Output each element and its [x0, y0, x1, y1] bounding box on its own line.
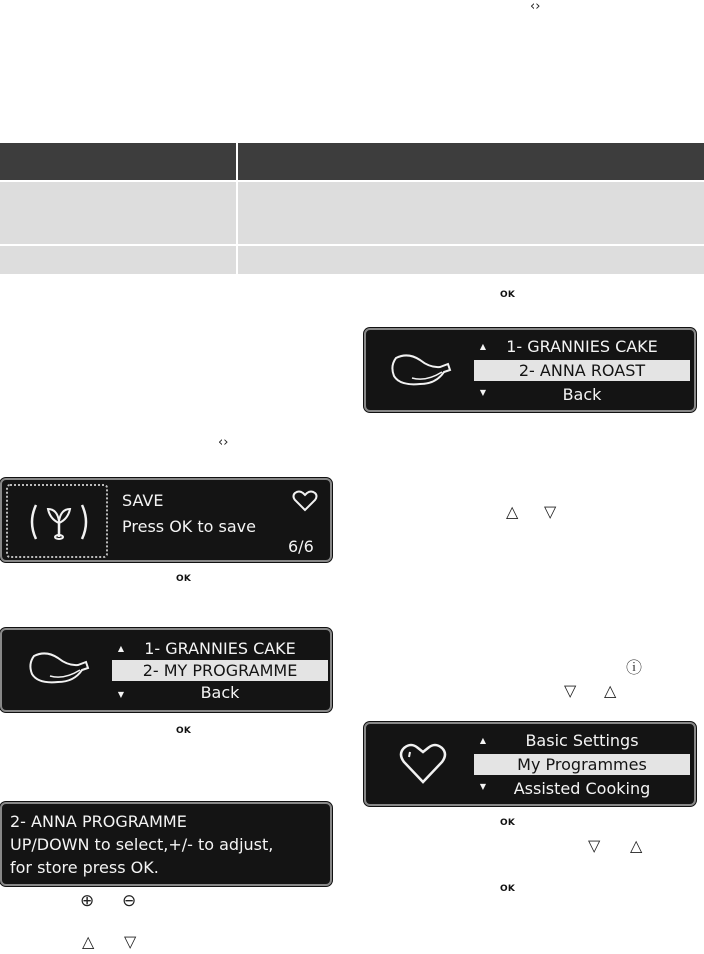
down-button-icon: ▽	[588, 836, 601, 855]
left-right-arrows-icon: ‹›	[530, 0, 541, 14]
menu-item[interactable]: 1- GRANNIES CAKE	[506, 337, 658, 356]
menu-item-selected[interactable]: My Programmes	[474, 754, 690, 775]
meat-icon	[386, 350, 456, 396]
table-header-cell	[0, 143, 236, 180]
down-button-icon: ▽	[124, 932, 137, 951]
up-button-icon: △	[630, 836, 643, 855]
ok-button-icon: OK	[176, 726, 192, 736]
display-line-3: for store press OK.	[10, 858, 159, 877]
menu-item[interactable]: Assisted Cooking	[513, 779, 651, 798]
meat-icon	[24, 648, 94, 694]
plus-button-icon: ⊕	[80, 891, 95, 911]
menu-item-selected[interactable]: 2- ANNA ROAST	[474, 360, 690, 381]
scroll-up-icon: ▲	[479, 342, 487, 351]
main-menu-display	[364, 722, 696, 806]
programme-list-display	[364, 328, 696, 412]
save-display	[0, 478, 332, 562]
programme-name-display	[0, 802, 332, 886]
table-header-cell	[238, 143, 704, 180]
table-cell	[238, 182, 704, 244]
left-right-arrows-icon: ‹›	[218, 435, 229, 450]
save-message: Press OK to save	[122, 517, 256, 536]
scroll-up-icon: ▲	[479, 736, 487, 745]
scroll-down-icon: ▼	[479, 782, 487, 791]
display-line-1: 2- ANNA PROGRAMME	[10, 812, 187, 831]
heart-outline-icon	[292, 490, 318, 512]
up-button-icon: △	[604, 681, 617, 700]
table-cell	[0, 182, 236, 244]
up-button-icon: △	[82, 932, 95, 951]
table-cell	[238, 246, 704, 274]
down-button-icon: ▽	[544, 502, 557, 521]
scroll-up-icon: ▲	[117, 644, 125, 653]
minus-button-icon: ⊖	[122, 891, 137, 911]
info-button-icon: ⓘ	[626, 658, 643, 677]
scroll-down-icon: ▼	[479, 388, 487, 397]
ok-button-icon: OK	[500, 290, 516, 300]
programme-menu-display	[0, 628, 332, 712]
menu-item[interactable]: Basic Settings	[525, 731, 639, 750]
save-counter: 6/6	[288, 537, 314, 556]
heart-icon	[398, 742, 448, 786]
ok-button-icon: OK	[500, 884, 516, 894]
scroll-down-icon: ▼	[117, 690, 125, 699]
fan-function-box	[6, 484, 108, 558]
menu-item[interactable]: Back	[200, 683, 240, 702]
menu-item[interactable]: 1- GRANNIES CAKE	[144, 639, 296, 658]
menu-item-selected[interactable]: 2- MY PROGRAMME	[112, 660, 328, 681]
display-line-2: UP/DOWN to select,+/- to adjust,	[10, 835, 274, 854]
down-button-icon: ▽	[564, 681, 577, 700]
save-title: SAVE	[122, 491, 164, 510]
ok-button-icon: OK	[176, 574, 192, 584]
fan-icon	[24, 497, 94, 547]
ok-button-icon: OK	[500, 818, 516, 828]
up-button-icon: △	[506, 502, 519, 521]
table-cell	[0, 246, 236, 274]
menu-item[interactable]: Back	[562, 385, 602, 404]
